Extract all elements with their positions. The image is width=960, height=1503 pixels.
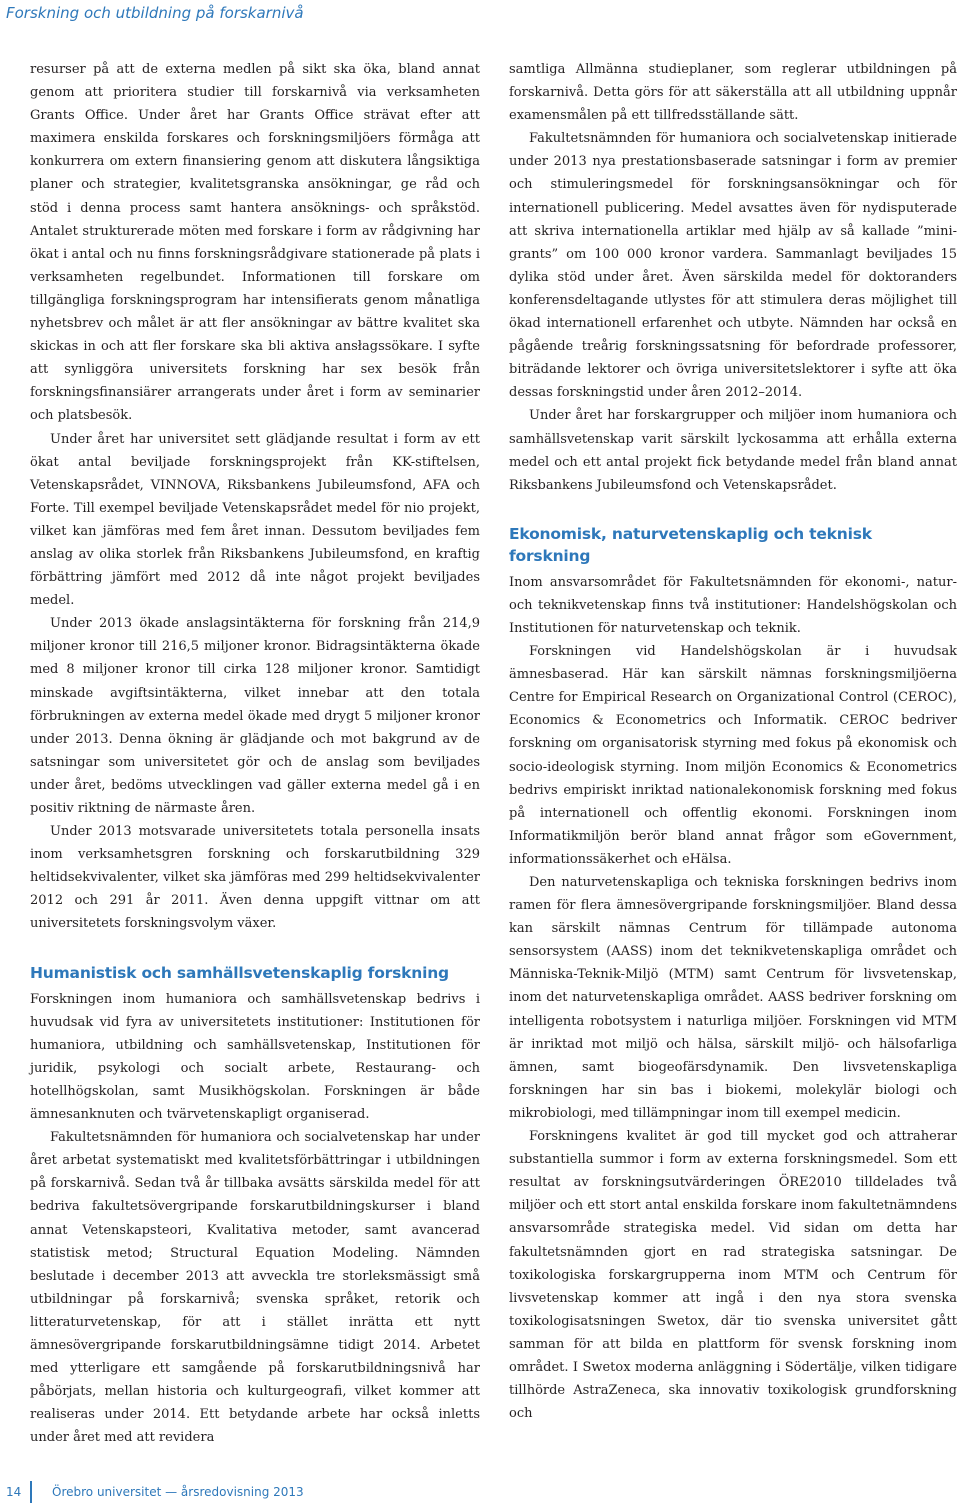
body-paragraph: Inom ansvarsområdet för Fakultetsnämnden för ekonomi-, natur- och teknikvetenskap finns två institutioner: Handelshögskolan och Institutionen för naturvetenskap och teknik. (509, 574, 957, 636)
page-number: 14 (6, 1485, 22, 1499)
footer-publication: Örebro universitet — årsredovisning 2013 (52, 1485, 304, 1499)
body-paragraph: Fakultetsnämnden för humaniora och socialvetenskap har under året arbetat systematiskt med kvalitetsförbättringar i utbildningen på forskarnivå. Sedan två år tillbaka avsätts särskilda medel för att bedriva fakultetsövergripande forskarutbildningskurser i bland annat Vetenskapsteori, Kvalitativa metoder, samt avancerad statistisk metod; Structural Equation Modeling. Nämnden beslutade i december 2013 att avveckla tre storleksmässigt små utbildningar på forskarnivå; svenska språket, retorik och litteraturvetenskap, för att i stället inrätta ett nytt ämnesövergripande forskarutbildningsämne tidigt 2014. Arbetet med ytterligare ett samgående på forskarutbildningsnivå har påbörjats, mellan historia och kulturgeografi, vilket kommer att realiseras under 2014. Ett betydande arbete har också inletts under året med att revidera (30, 1130, 480, 1446)
body-paragraph: Under året har forskargrupper och miljöer inom humaniora och samhällsvetenskap varit särskilt lyckosamma att erhålla externa medel och ett antal projekt fick betydande medel från bland annat Riksbankens Jubileumsfond och Vetenskapsrådet. (509, 408, 957, 493)
body-paragraph: Under året har universitet sett glädjande resultat i form av ett ökat antal beviljade forskningsprojekt från KK-stiftelsen, Vetenskapsrådet, VINNOVA, Riksbankens Jubileumsfond, AFA och Forte. Till exempel beviljade Vetenskapsrådet medel för nio projekt, vilket kan jämföras med fem året innan. Dessutom beviljades fem anslag av olika storlek från Riksbankens Jubileumsfond, en kraftig förbättring jämfört med 2012 då inte något projekt beviljades medel. (30, 431, 480, 609)
body-paragraph: Forskningen vid Handelshögskolan är i huvudsak ämnesbaserad. Här kan särskilt nämnas forskningsmiljöerna Centre for Empirical Research on Organizational Control (CEROC), Economics & Econometrics och Informatik. CEROC bedriver forskning om organisatorisk styrning med fokus på ekonomisk och socio-ideologisk styrning. Inom miljön Economics & Econometrics bedrivs empiriskt inriktad nationalekonomisk forskning med fokus på internationell och offentlig ekonomi. Forskningen inom Informatikmiljön berör bland annat frågor som eGovernment, informationssäkerhet och eHälsa. (509, 644, 957, 867)
right-column (509, 58, 957, 1425)
running-header: Forskning och utbildning på forskarnivå (6, 4, 304, 22)
body-paragraph: Den naturvetenskapliga och tekniska forskningen bedrivs inom ramen för flera ämnesövergripande forskningsmiljöer. Bland dessa kan särskilt nämnas Centrum för tillämpade autonoma sensorsystem (AASS) inom det teknikvetenskapliga området och Människa-Teknik-Miljö (MTM) samt Centrum för livsvetenskap, inom det naturvetenskapliga området. AASS bedriver forskning om intelligenta robotsystem i naturliga miljöer. Forskningen vid MTM är inriktad mot miljö och hälsa, särskilt miljö- och hälsofarliga ämnen, samt biogeofärsdynamik. Den livsvetenskapliga forskningen har sin bas i biokemi, molekylär biologi och mikrobiologi, med tillämpningar inom till exempel medicin. (509, 875, 957, 1121)
body-paragraph: resurser på att de externa medlen på sikt ska öka, bland annat genom att prioritera studier till forskarnivå via verksamheten Grants Office. Under året har Grants Office strävat efter att maximera enskilda forskares och forskningsmiljöers förmåga att konkurrera om extern finansiering genom att diskutera långsiktiga planer och strategier, kvalitetsgranska ansökningar, ge råd och stöd i denna process samt hantera ansöknings- och språkstöd. Antalet strukturerade möten med forskare i form av rådgivning har ökat i antal och nu finns forskningsrådgivare stationerade på plats i verksamheten regelbundet. Informationen till forskare om tillgängliga forskningsprogram har intensifierats genom månatliga nyhetsbrev och målet är att fler ansökningar av bättre kvalitet ska skickas in och att fler forskare ska bli aktiva ansłagssökare. I syfte att synliggöra universitets forskning har sex besök från forskningsfinansiärer arrangerats under året i form av seminarier och platsbesök. (30, 62, 480, 424)
footer-divider (30, 1481, 32, 1503)
body-paragraph: Forskningens kvalitet är god till mycket god och attraherar substantiella summor i form av externa forskningsmedel. Som ett resultat av forskningsutvärderingen ÖRE2010 tilldelades två miljöer och ett stort antal enskilda forskare inom fakultetnämndens ansvarsområde strategiska medel. Vid sidan om detta har fakultetsnämnden gjort en rad strategiska satsningar. De toxikologiska forskargrupperna inom MTM och Centrum för livsvetenskap kommer att ingå i den nya stora svenska toxikologisatsningen Swetox, där tio svenska universitet gått samman för att bilda en plattform för svensk forskning inom området. I Swetox moderna anläggning i Södertälje, vilken tidigare tillhörde AstraZeneca, ska innovativ toxikologisk grundforskning och (509, 1129, 957, 1422)
body-paragraph: Fakultetsnämnden för humaniora och socialvetenskap initierade under 2013 nya prestationsbaserade satsningar i form av premier och stimuleringsmedel för forskningsansökningar och för internationell publicering. Medel avsattes även för nydisputerade att skriva internationella artiklar med hjälp av så kallade ”mini-grants” om 100 000 kronor vardera. Sammanlagt beviljades 15 dylika stöd under året. Även särskilda medel för doktoranders konferensdeltagande utlystes för att stimulera deras möjlighet till ökad internationell erfarenhet och utbyte. Nämnden har också en pågående treårig forskningssatsning för befordrade professorer, biträdande lektorer och övriga universitetslektorer i syfte att öka dessas forskningstid under åren 2012–2014. (509, 131, 957, 401)
section-heading-economics: Ekonomisk, naturvetenskaplig och teknisk forskning (509, 524, 872, 565)
left-column (30, 58, 480, 1449)
body-paragraph: samtliga Allmänna studieplaner, som reglerar utbildningen på forskarnivå. Detta görs för att säkerställa att all utbildning uppnår examensmålen på ett tillfredsställande sätt. (509, 62, 957, 124)
body-paragraph: Under 2013 motsvarade universitetets totala personella insats inom verksamhetsgren forskning och forskarutbildning 329 heltidsekvivalenter, vilket ska jämföras med 299 heltidsekvivalenter 2012 och 291 år 2011. Även denna uppgift vittnar om att universitetets forskningsvolym växer. (30, 824, 480, 932)
body-paragraph: Under 2013 ökade anslagsintäkterna för forskning från 214,9 miljoner kronor till 216,5 miljoner kronor. Bidragsintäkterna ökade med 8 miljoner kronor till cirka 128 miljoner kronor. Samtidigt minskade avgiftsintäkterna, vilket innebar att den totala förbrukningen av externa medel ökade med drygt 5 miljoner kronor under 2013. Denna ökning är glädjande och mot bakgrund av de satsningar som universitetet gör och de anslag som beviljades under året, bedöms utvecklingen vad gäller externa medel gå i en positiv riktning de närmaste åren. (30, 616, 480, 816)
body-paragraph: Forskningen inom humaniora och samhällsvetenskap bedrivs i huvudsak vid fyra av universitetets institutioner: Institutionen för humaniora, utbildning och samhällsvetenskap, Institutionen för juridik, psykologi och socialt arbete, Restaurang- och hotellhögskolan, samt Musikhögskolan. Forskningen är både ämnesanknuten och tvärvetenskapligt organiserad. (30, 991, 480, 1123)
section-heading-humanities: Humanistisk och samhällsvetenskaplig forskning (30, 963, 449, 982)
